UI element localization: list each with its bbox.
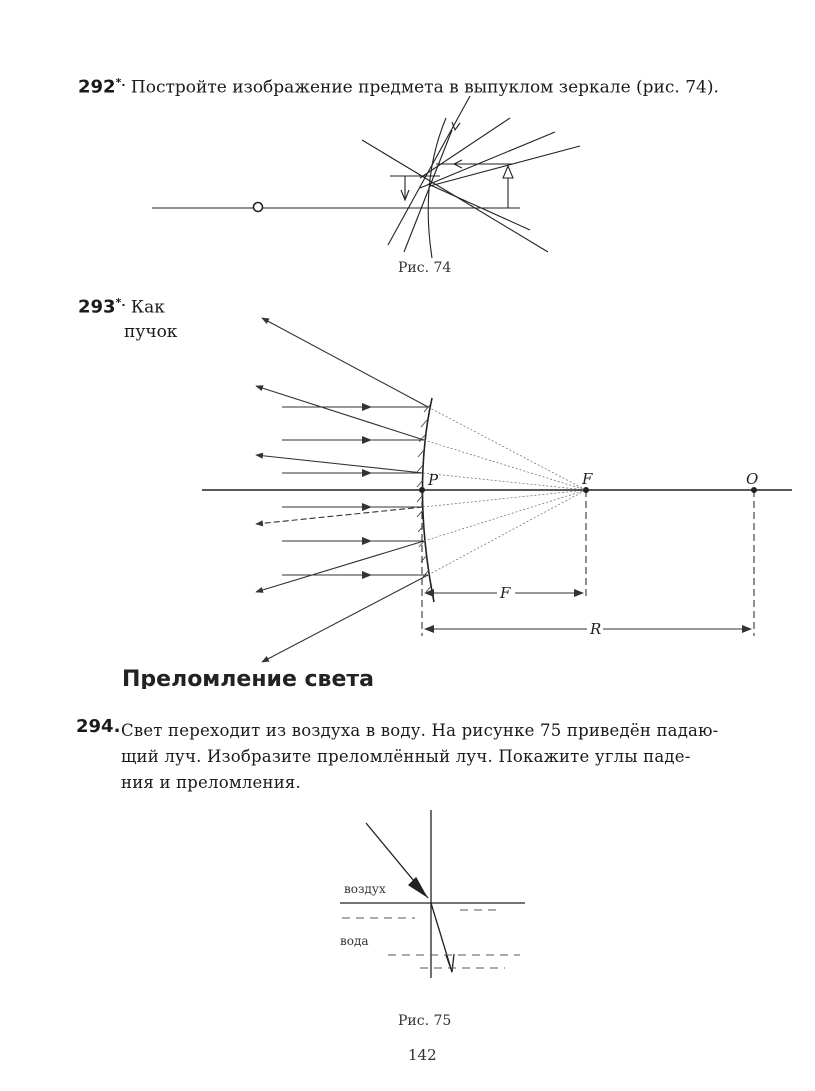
problem-293-line2: пучок [124,322,178,342]
problem-number: 293 [78,296,116,318]
label-P: P [428,471,439,489]
problem-text-line1: Как [130,297,165,318]
section-heading: Преломление света [122,667,375,689]
label-water: вода [340,934,369,948]
problem-star: *. [115,296,126,309]
problem-star: *. [115,76,126,89]
figure-74-caption: Рис. 74 [398,260,452,276]
label-F-point: F [582,470,593,488]
problem-294-number: 294. [76,716,121,737]
problem-text: Постройте изображение предмета в выпуклом зеркале (рис. 74). [130,77,719,98]
problem-294-line3: ния и преломления. [121,773,301,792]
label-F-dim: F [500,584,511,602]
problem-number: 292 [78,76,116,98]
problem-294-line1: Свет переходит из воздуха в воду. На рисунке 75 приведён падаю- [121,721,719,740]
figure-75-caption: Рис. 75 [398,1013,452,1029]
incident-ray-arrowhead [409,878,426,896]
problem-294-line2: щий луч. Изобразите преломлённый луч. Покажите углы паде- [121,747,691,766]
refracted-ray-arrowhead [446,954,454,972]
label-R-dim: R [590,620,602,638]
label-air: воздух [344,882,386,896]
label-O: O [746,470,759,488]
page-number: 142 [408,1046,437,1064]
